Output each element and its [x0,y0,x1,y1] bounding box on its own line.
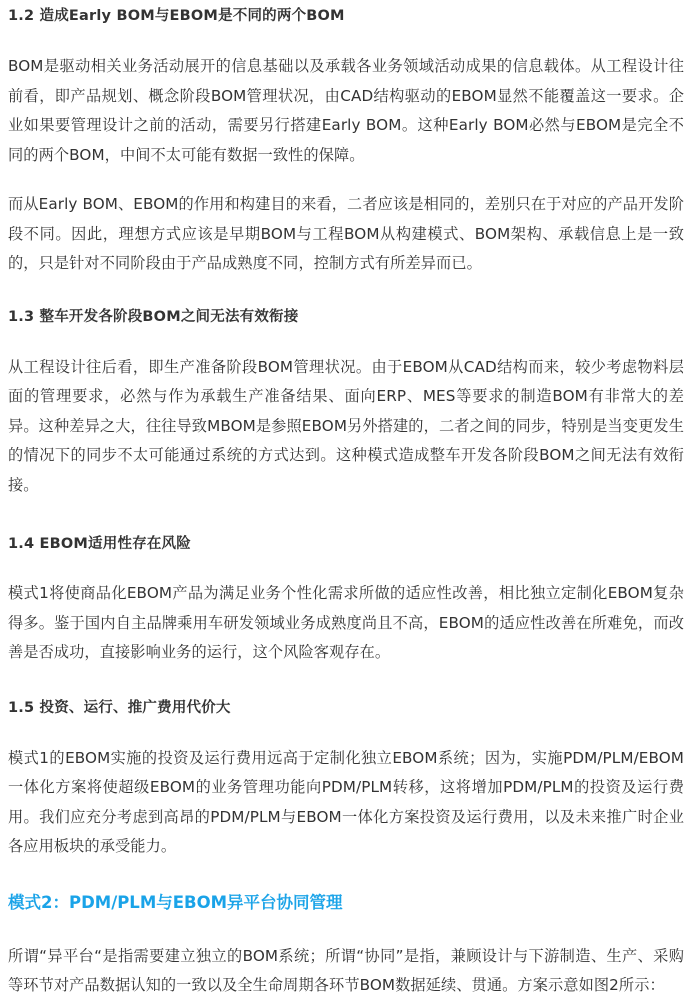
paragraph-1-4: 模式1将使商品化EBOM产品为满足业务个性化需求所做的适应性改善，相比独立定制化EBOM复杂得多。鉴于国内自主品牌乘用车研发领域业务成熟度尚且不高，EBOM的适应性改善在所难免，而改善是否成功，直接影响业务的运行，这个风险客观存在。 [8,584,684,661]
paragraph-1-5: 模式1的EBOM实施的投资及运行费用远高于定制化独立EBOM系统；因为，实施PDM/PLM/EBOM一体化方案将使超级EBOM的业务管理功能向PDM/PLM转移，这将增加PDM/PLM的投资及运行费用。我们应充分考虑到高昂的PDM/PLM与EBOM一体化方案投资及运行费用，以及未来推广时企业各应用板块的承受能力。 [8,748,684,855]
paragraph-1-2-a: BOM是驱动相关业务活动展开的信息基础以及承载各业务领域活动成果的信息载体。从工程设计往前看，即产品规划、概念阶段BOM管理状况，由CAD结构驱动的EBOM显然不能覆盖这一要求。企业如果要管理设计之前的活动，需要另行搭建Early BOM。这种Early BOM必然与EBOM是完全不同的两个BOM，中间不太可能有数据一致性的保障。 [8,57,684,164]
section-heading-1-3: 1.3 整车开发各阶段BOM之间无法有效衔接 [8,308,299,325]
section-heading-1-4: 1.4 EBOM适用性存在风险 [8,536,191,552]
mode-2-heading: 模式2：PDM/PLM与EBOM异平台协同管理 [8,892,343,912]
paragraph-1-2-b: 而从Early BOM、EBOM的作用和构建目的来看，二者应该是相同的，差别只在于对应的产品开发阶段不同。因此，理想方式应该是早期BOM与工程BOM从构建模式、BOM架构、承载信息上是一致的，只是针对不同阶段由于产品成熟度不同，控制方式有所差异而已。 [8,195,684,272]
article-body [0,6,690,1001]
section-heading-1-2: 1.2 造成Early BOM与EBOM是不同的两个BOM [8,8,345,24]
paragraph-mode-2: 所谓“异平台“是指需要建立独立的BOM系统；所谓“协同”是指，兼顾设计与下游制造、生产、采购等环节对产品数据认知的一致以及全生命周期各环节BOM数据延续、贯通。方案示意如图2所示： [8,946,684,994]
paragraph-1-3: 从工程设计往后看，即生产准备阶段BOM管理状况。由于EBOM从CAD结构而来，较少考虑物料层面的管理要求，必然与作为承载生产准备结果、面向ERP、MES等要求的制造BOM有非常大的差异。这种差异之大，往往导致MBOM是参照EBOM另外搭建的，二者之间的同步，特别是当变更发生的情况下的同步不太可能通过系统的方式达到。这种模式造成整车开发各阶段BOM之间无法有效衔接。 [8,357,684,494]
section-heading-1-5: 1.5 投资、运行、推广费用代价大 [8,699,231,716]
